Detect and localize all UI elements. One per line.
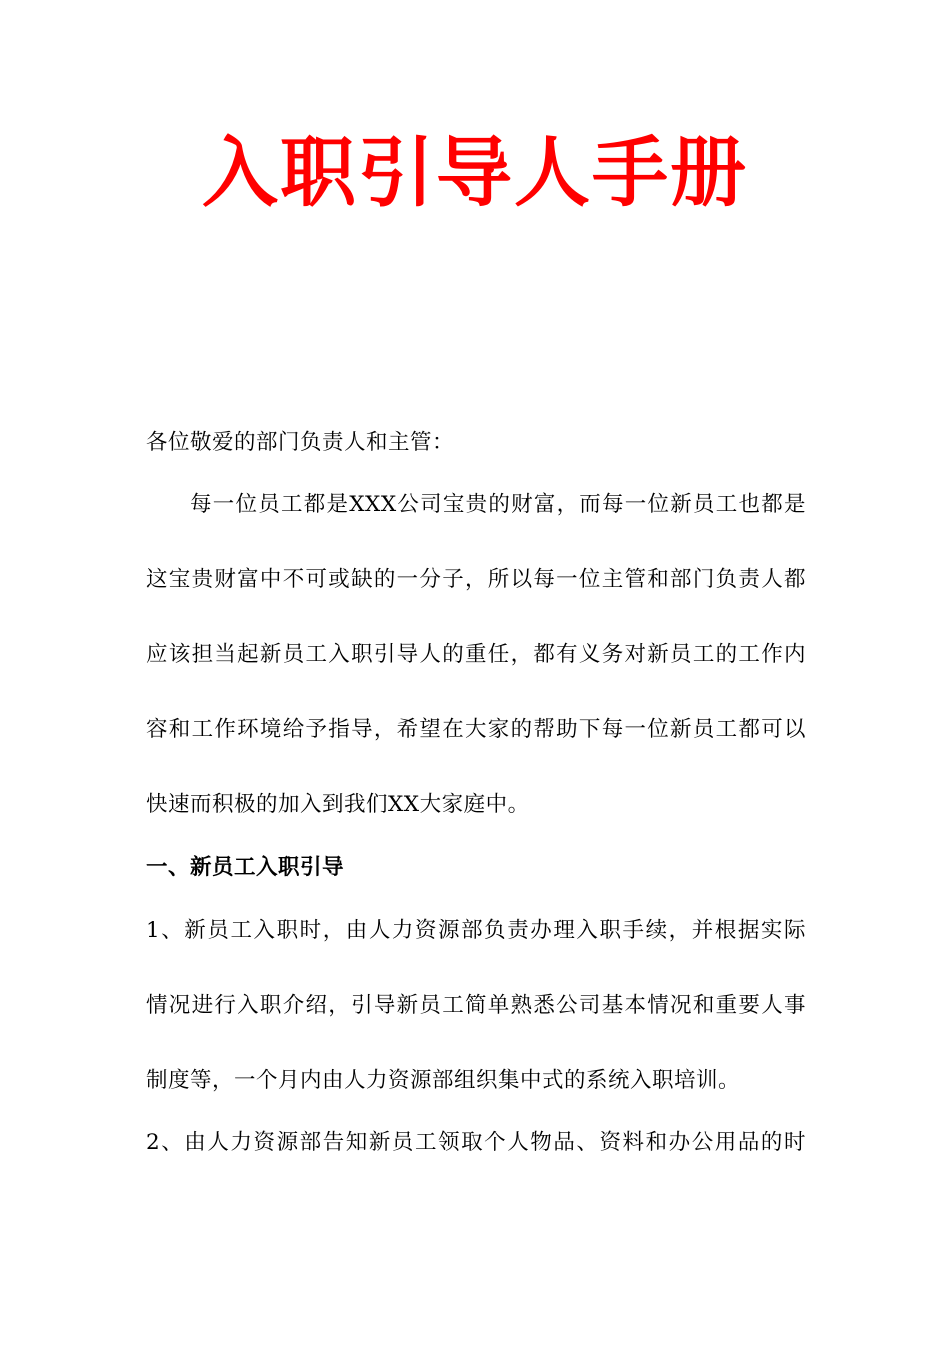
item-line: 情况进行入职介绍，引导新员工简单熟悉公司基本情况和重要人事: [146, 993, 806, 1018]
intro-line: 每一位员工都是XXX公司宝贵的财富，而每一位新员工也都是: [190, 492, 806, 517]
item-line: 制度等，一个月内由人力资源部组织集中式的系统入职培训。: [146, 1068, 741, 1093]
item-line: 2、由人力资源部告知新员工领取个人物品、资料和办公用品的时: [146, 1130, 806, 1155]
intro-line: 快速而积极的加入到我们XX大家庭中。: [146, 792, 530, 817]
section-heading: 一、新员工入职引导: [146, 855, 345, 880]
intro-line: 应该担当起新员工入职引导人的重任，都有义务对新员工的工作内: [146, 642, 806, 667]
intro-line: 容和工作环境给予指导，希望在大家的帮助下每一位新员工都可以: [146, 717, 806, 742]
item-line: 1、新员工入职时，由人力资源部负责办理入职手续，并根据实际: [146, 918, 806, 943]
salutation: 各位敬爱的部门负责人和主管：: [146, 430, 455, 455]
document-title: 入职引导人手册: [202, 128, 748, 217]
intro-line: 这宝贵财富中不可或缺的一分子，所以每一位主管和部门负责人都: [146, 567, 806, 592]
